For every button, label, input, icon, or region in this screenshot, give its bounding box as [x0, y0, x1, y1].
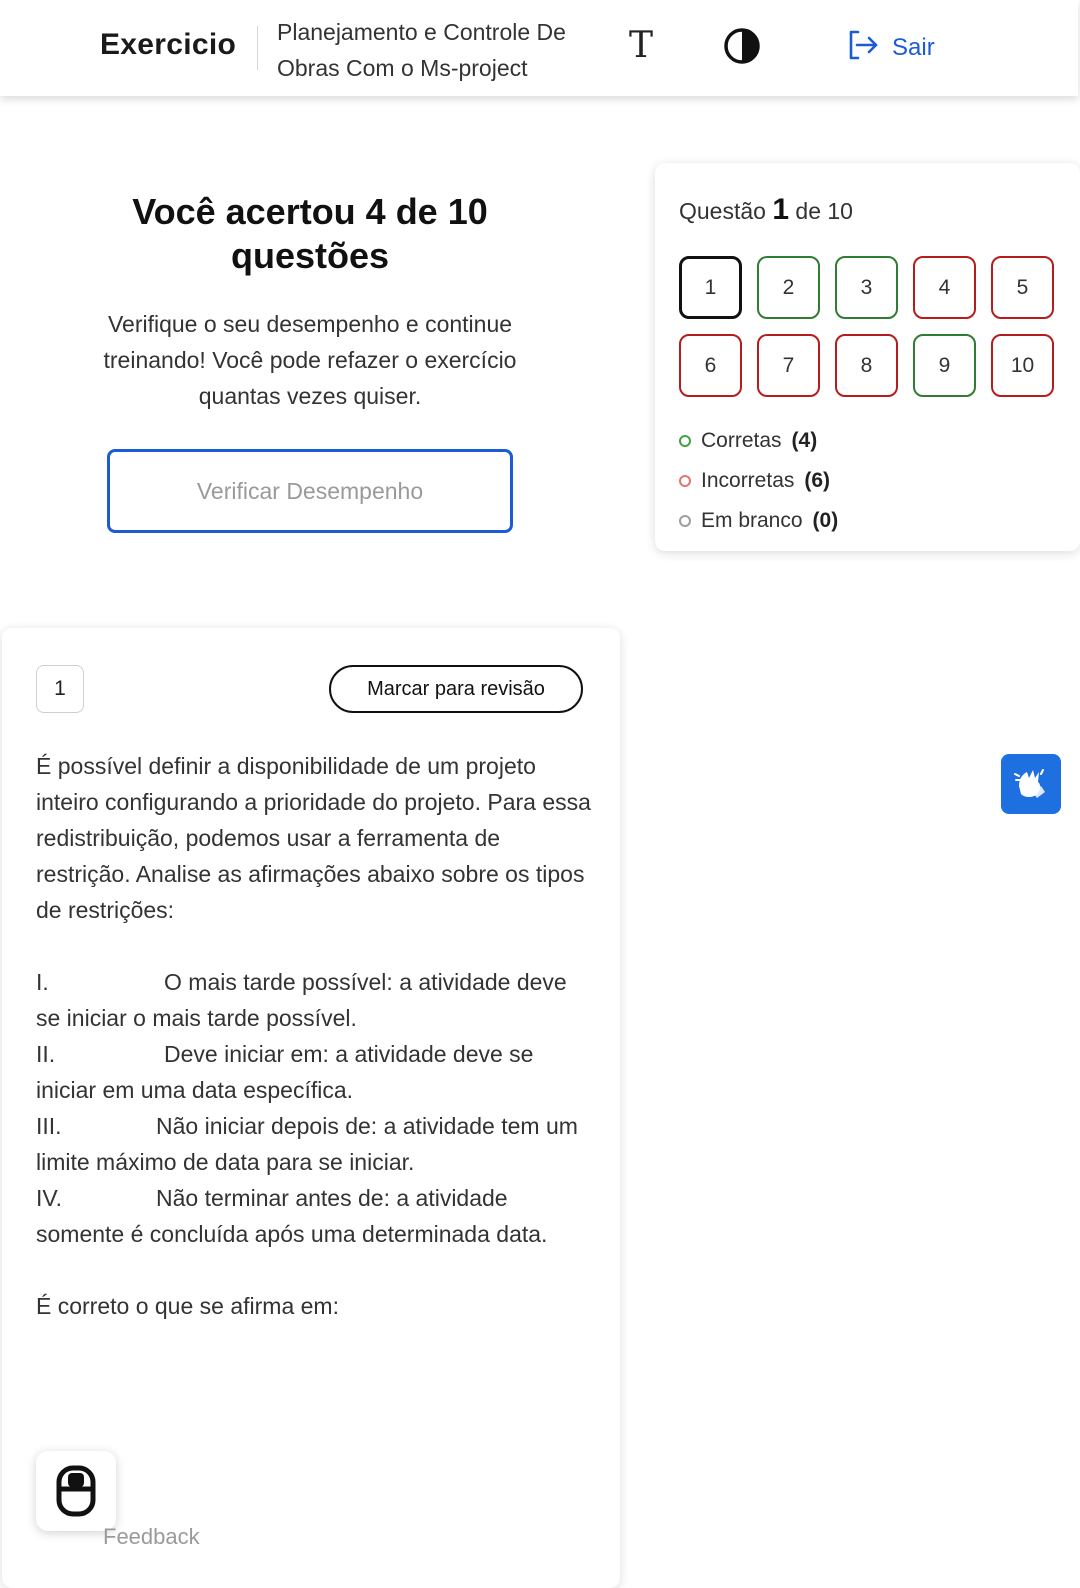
- incorrect-dot-icon: [679, 475, 691, 487]
- sign-language-icon[interactable]: [1001, 754, 1061, 814]
- statement-4-text: Não terminar antes de: a atividade somente é concluída após uma determinada data.: [36, 1185, 548, 1247]
- legend-correct-count: (4): [791, 429, 818, 452]
- statement-1: [36, 964, 596, 1036]
- feedback-label[interactable]: Feedback: [103, 1524, 200, 1549]
- course-title: Planejamento e Controle De Obras Com o Ms-project: [277, 19, 566, 81]
- logout-icon: [846, 28, 880, 69]
- legend-blank-count: (0): [812, 509, 839, 532]
- question-number-badge: 1: [36, 665, 84, 713]
- legend-blank: [679, 501, 838, 541]
- legend-blank-label: Em branco: [701, 509, 803, 532]
- statement-2-text: Deve iniciar em: a atividade deve se iniciar em uma data específica.: [36, 1041, 534, 1103]
- navigator-heading: [679, 193, 853, 227]
- contrast-icon[interactable]: [722, 26, 762, 66]
- question-navigator: [655, 163, 1080, 551]
- question-button-9[interactable]: 9: [913, 334, 976, 397]
- statement-3-text: Não iniciar depois de: a atividade tem um limite máximo de data para se iniciar.: [36, 1113, 578, 1175]
- question-button-3[interactable]: 3: [835, 256, 898, 319]
- statement-4-number: IV.: [36, 1185, 63, 1211]
- correct-dot-icon: [679, 435, 691, 447]
- result-title: Você acertou 4 de 10 questões: [132, 191, 488, 276]
- verify-performance-button[interactable]: Verificar Desempenho: [107, 449, 513, 533]
- question-button-5[interactable]: 5: [991, 256, 1054, 319]
- question-button-4[interactable]: 4: [913, 256, 976, 319]
- top-header: [0, 0, 1078, 96]
- statement-1-number: I.: [36, 969, 49, 995]
- legend-incorrect-count: (6): [804, 469, 831, 492]
- header-divider: [257, 26, 258, 70]
- legend-correct-label: Corretas: [701, 429, 782, 452]
- blank-dot-icon: [679, 515, 691, 527]
- navigator-current: 1: [772, 193, 790, 226]
- statement-2: [36, 1036, 596, 1108]
- font-size-icon[interactable]: T: [628, 25, 653, 66]
- statement-3: [36, 1108, 596, 1180]
- mark-for-review-button[interactable]: Marcar para revisão: [329, 665, 583, 713]
- question-button-7[interactable]: 7: [757, 334, 820, 397]
- statement-1-text: O mais tarde possível: a atividade deve se iniciar o mais tarde possível.: [36, 969, 567, 1031]
- question-button-10[interactable]: 10: [991, 334, 1054, 397]
- legend-incorrect-label: Incorretas: [701, 469, 795, 492]
- result-description: Verifique o seu desempenho e continue treinando! Você pode refazer o exercício quantas vezes quiser.: [103, 311, 517, 409]
- legend-correct: [679, 421, 838, 461]
- statement-3-number: III.: [36, 1113, 62, 1139]
- question-intro: É possível definir a disponibilidade de um projeto inteiro configurando a prioridade do projeto. Para essa redistribuição, podemos usar a ferramenta de restrição. Analise as afirmações abaixo sobre os tipos de restrições:: [36, 753, 591, 923]
- logout-button[interactable]: [846, 28, 935, 68]
- question-button-1[interactable]: 1: [679, 256, 742, 319]
- brand-title: Exercicio: [100, 28, 237, 61]
- logout-label: Sair: [892, 34, 935, 61]
- question-prompt: É correto o que se afirma em:: [36, 1293, 339, 1319]
- statement-2-number: II.: [36, 1041, 56, 1067]
- question-button-8[interactable]: 8: [835, 334, 898, 397]
- question-button-6[interactable]: 6: [679, 334, 742, 397]
- statement-4: [36, 1180, 596, 1252]
- navigator-label-suffix: de 10: [795, 198, 853, 224]
- feedback-icon[interactable]: [36, 1451, 116, 1531]
- navigator-label-prefix: Questão: [679, 198, 766, 224]
- question-text: [36, 748, 596, 1324]
- legend-incorrect: [679, 461, 838, 501]
- status-legend: [679, 421, 838, 541]
- question-button-2[interactable]: 2: [757, 256, 820, 319]
- question-card: [2, 628, 620, 1588]
